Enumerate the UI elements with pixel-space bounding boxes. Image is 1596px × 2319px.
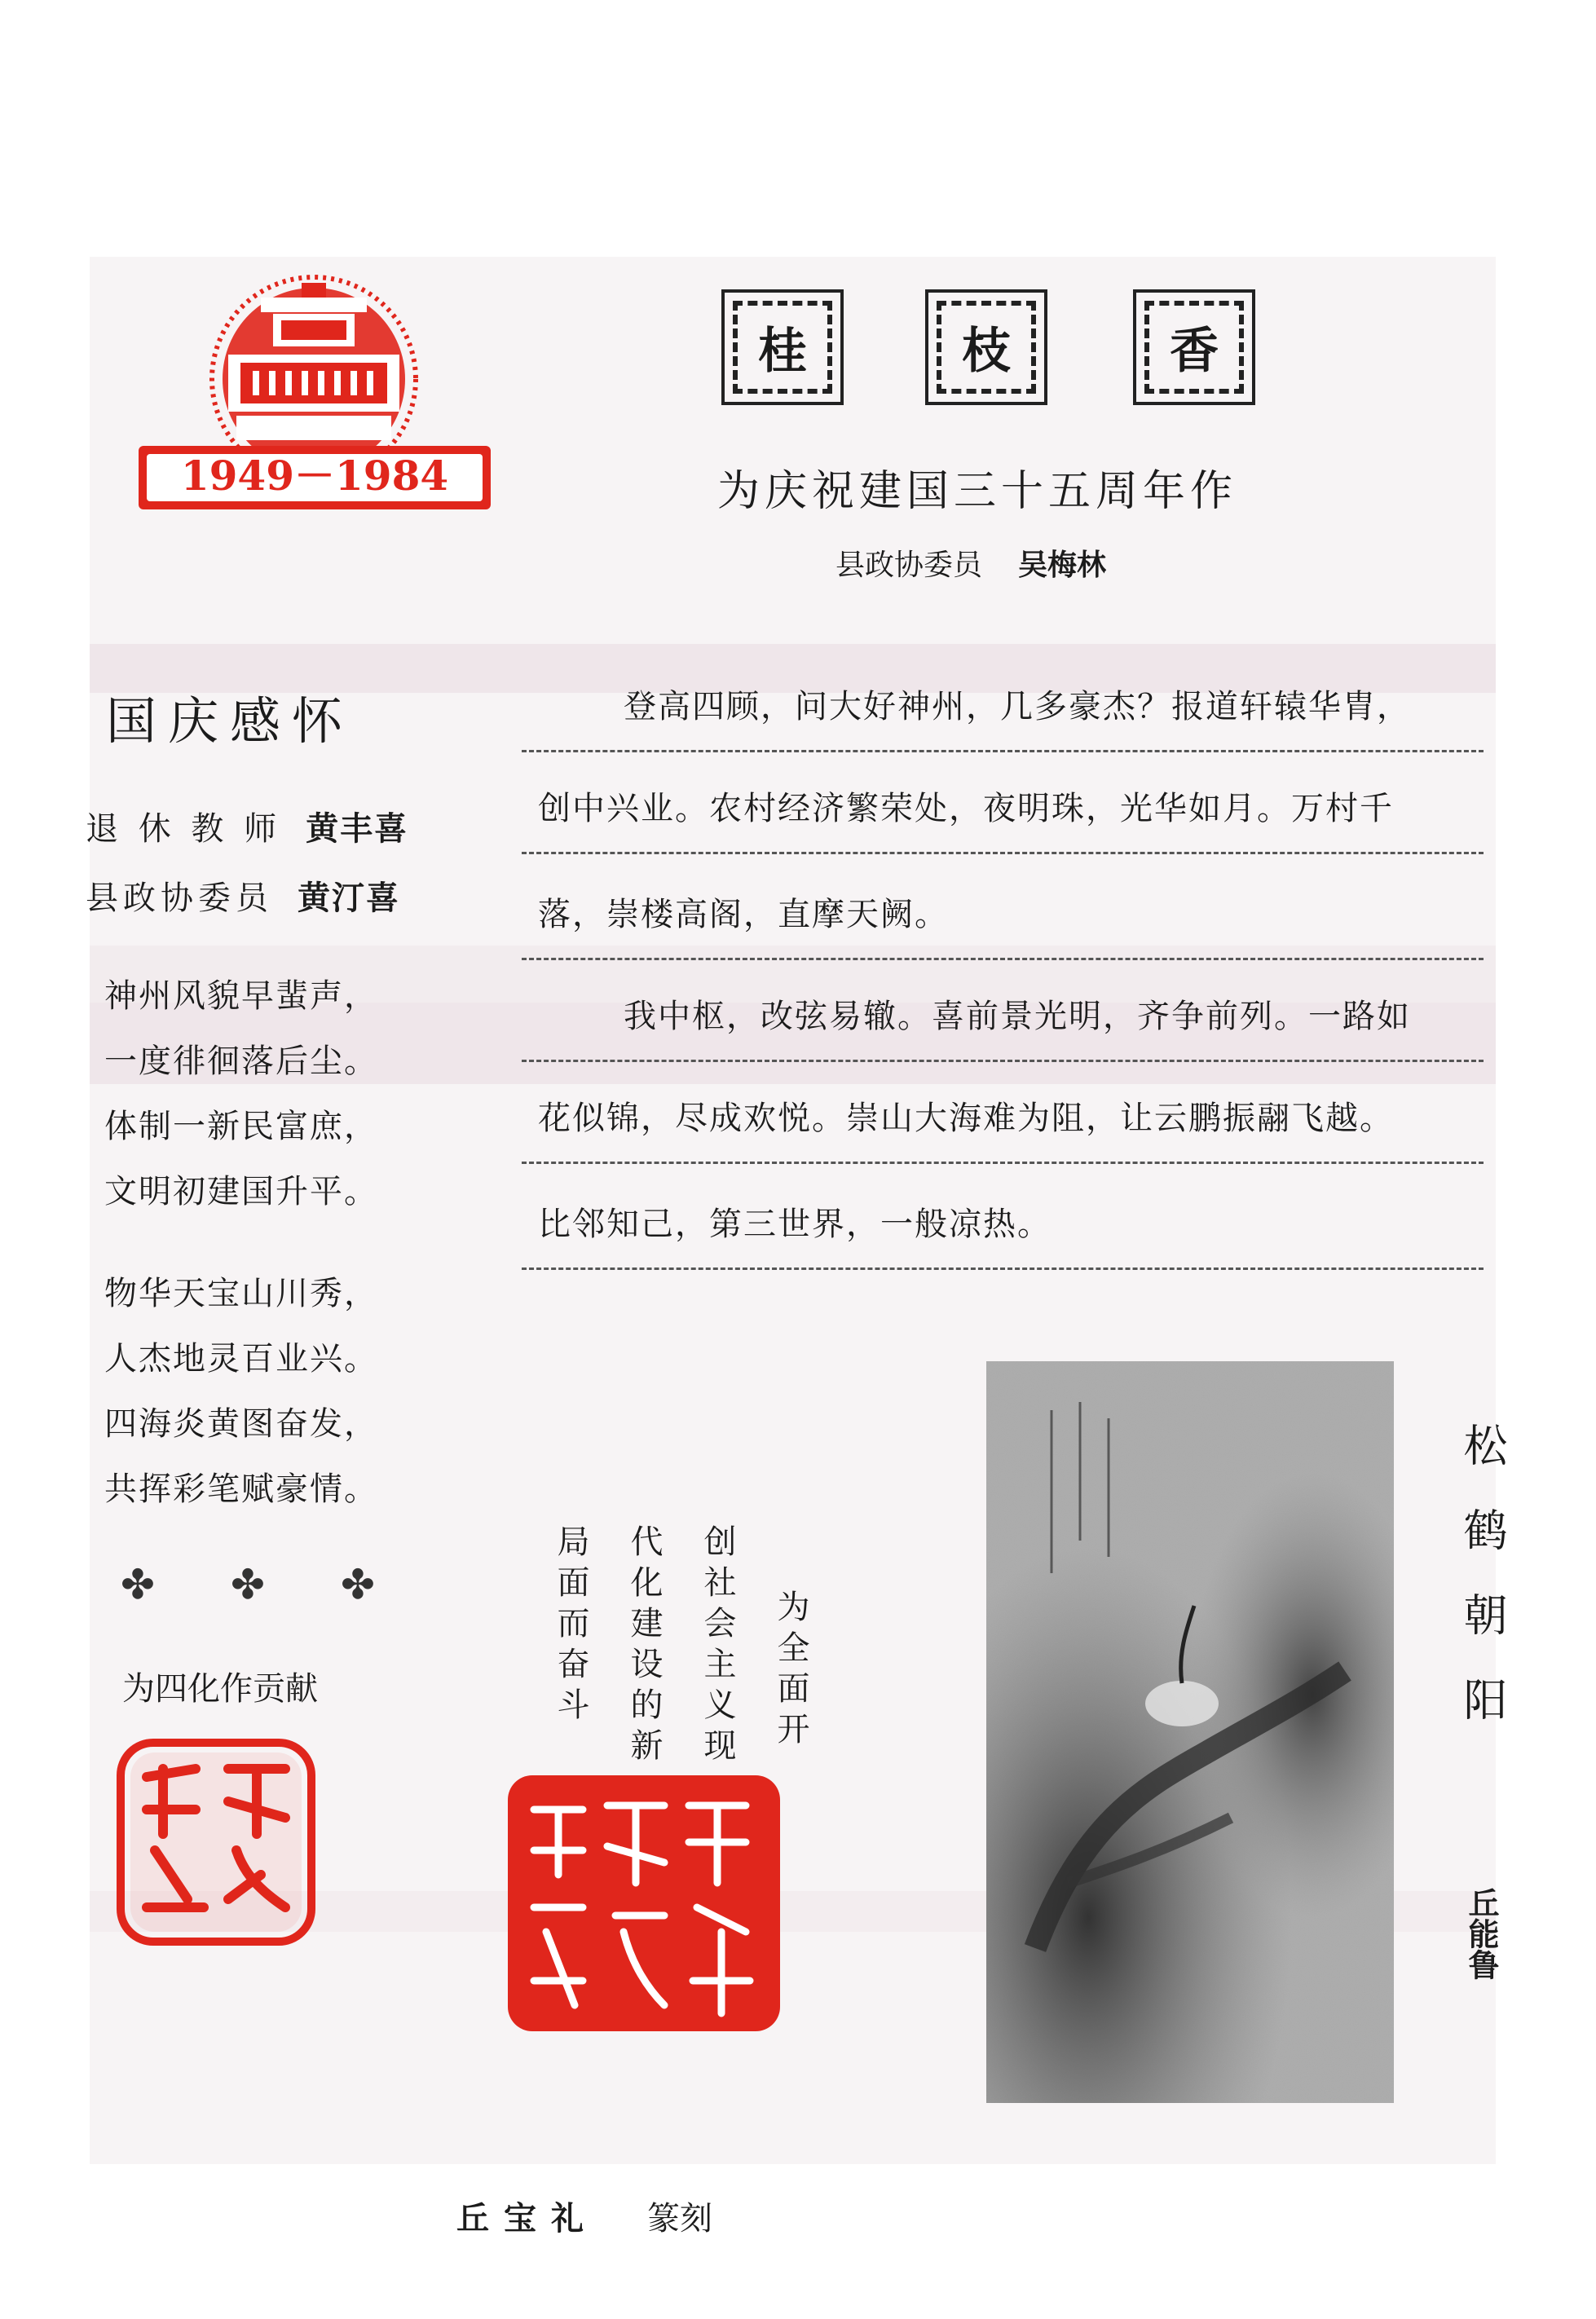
poem-line: 四海炎黄图奋发， [104, 1405, 378, 1443]
dashed-rule [522, 1060, 1484, 1062]
anniversary-logo [139, 273, 505, 518]
painting-artist: 丘能鲁 [1463, 1887, 1499, 1980]
poem-line: 体制一新民富庶， [104, 1108, 378, 1145]
seal-center [501, 1769, 787, 2038]
poem-line: 人杰地灵百业兴。 [104, 1340, 378, 1378]
left-poem-title: 国庆感怀 [106, 691, 355, 751]
prose-line: 落，崇楼高阁，直摩天阙。 [538, 896, 949, 933]
footer-name: 丘宝礼 [456, 2200, 598, 2237]
author-name: 黄丰喜 [306, 810, 409, 848]
title-char: 枝 [962, 323, 1011, 380]
title-row [709, 289, 1296, 412]
title-char: 桂 [758, 323, 807, 380]
footer-label: 篆刻 [647, 2200, 712, 2237]
vertical-slogan-column: 代化建设的新 [625, 1524, 663, 1769]
author-role: 县政协委员 [86, 880, 273, 917]
logo-years: 1949－1984 [180, 452, 449, 500]
painting-pine-crane [986, 1361, 1394, 2103]
vertical-slogan-column: 局面而奋斗 [552, 1524, 589, 1728]
subtitle: 为庆祝建国三十五周年作 [717, 467, 1238, 516]
dashed-rule [522, 1162, 1484, 1164]
author-name: 吴梅林 [1018, 549, 1107, 582]
seal-caption: 为四化作贡献 [122, 1670, 318, 1708]
poem-line: 一度徘徊落后尘。 [104, 1043, 378, 1080]
dashed-rule [522, 958, 1484, 960]
title-frame [1133, 289, 1255, 405]
main-author [835, 542, 1106, 584]
footer-credit [456, 2193, 712, 2239]
prose-line: 创中兴业。农村经济繁荣处，夜明珠，光华如月。万村千 [538, 790, 1394, 827]
prose-line: 登高四顾，问大好神州，几多豪杰？报道轩辕华胄， [624, 688, 1411, 725]
vertical-slogan-column: 创社会主义现 [699, 1524, 736, 1769]
prose-line: 花似锦，尽成欢悦。崇山大海难为阻，让云鹏振翮飞越。 [538, 1100, 1394, 1137]
title-frame [721, 289, 844, 405]
poem-line: 物华天宝山川秀， [104, 1275, 378, 1312]
left-poem-author [86, 803, 408, 849]
author-role: 县政协委员 [835, 549, 983, 582]
dashed-rule [522, 852, 1484, 854]
dashed-rule [522, 1268, 1484, 1270]
author-role: 退 休 教 师 [86, 810, 282, 848]
ornament-icon: ✤ [341, 1561, 375, 1608]
prose-line: 比邻知己，第三世界，一般凉热。 [538, 1206, 1052, 1243]
painting-title: 松鹤朝阳 [1457, 1422, 1508, 1761]
poem-line: 神州风貌早蜚声， [104, 977, 378, 1015]
vertical-slogan-column: 为全面开 [772, 1589, 809, 1752]
dashed-rule [522, 750, 1484, 752]
author-name: 黄汀喜 [298, 880, 400, 917]
title-char: 香 [1170, 323, 1219, 380]
ornament-icon: ✤ [121, 1561, 155, 1608]
poem-line: 文明初建国升平。 [104, 1173, 378, 1210]
left-poem-author [86, 872, 400, 919]
poem-line: 共挥彩笔赋豪情。 [104, 1470, 378, 1508]
seal-left [114, 1736, 318, 1948]
prose-line: 我中枢，改弦易辙。喜前景光明，齐争前列。一路如 [624, 998, 1411, 1035]
title-frame [925, 289, 1047, 405]
ornament-icon: ✤ [231, 1561, 265, 1608]
